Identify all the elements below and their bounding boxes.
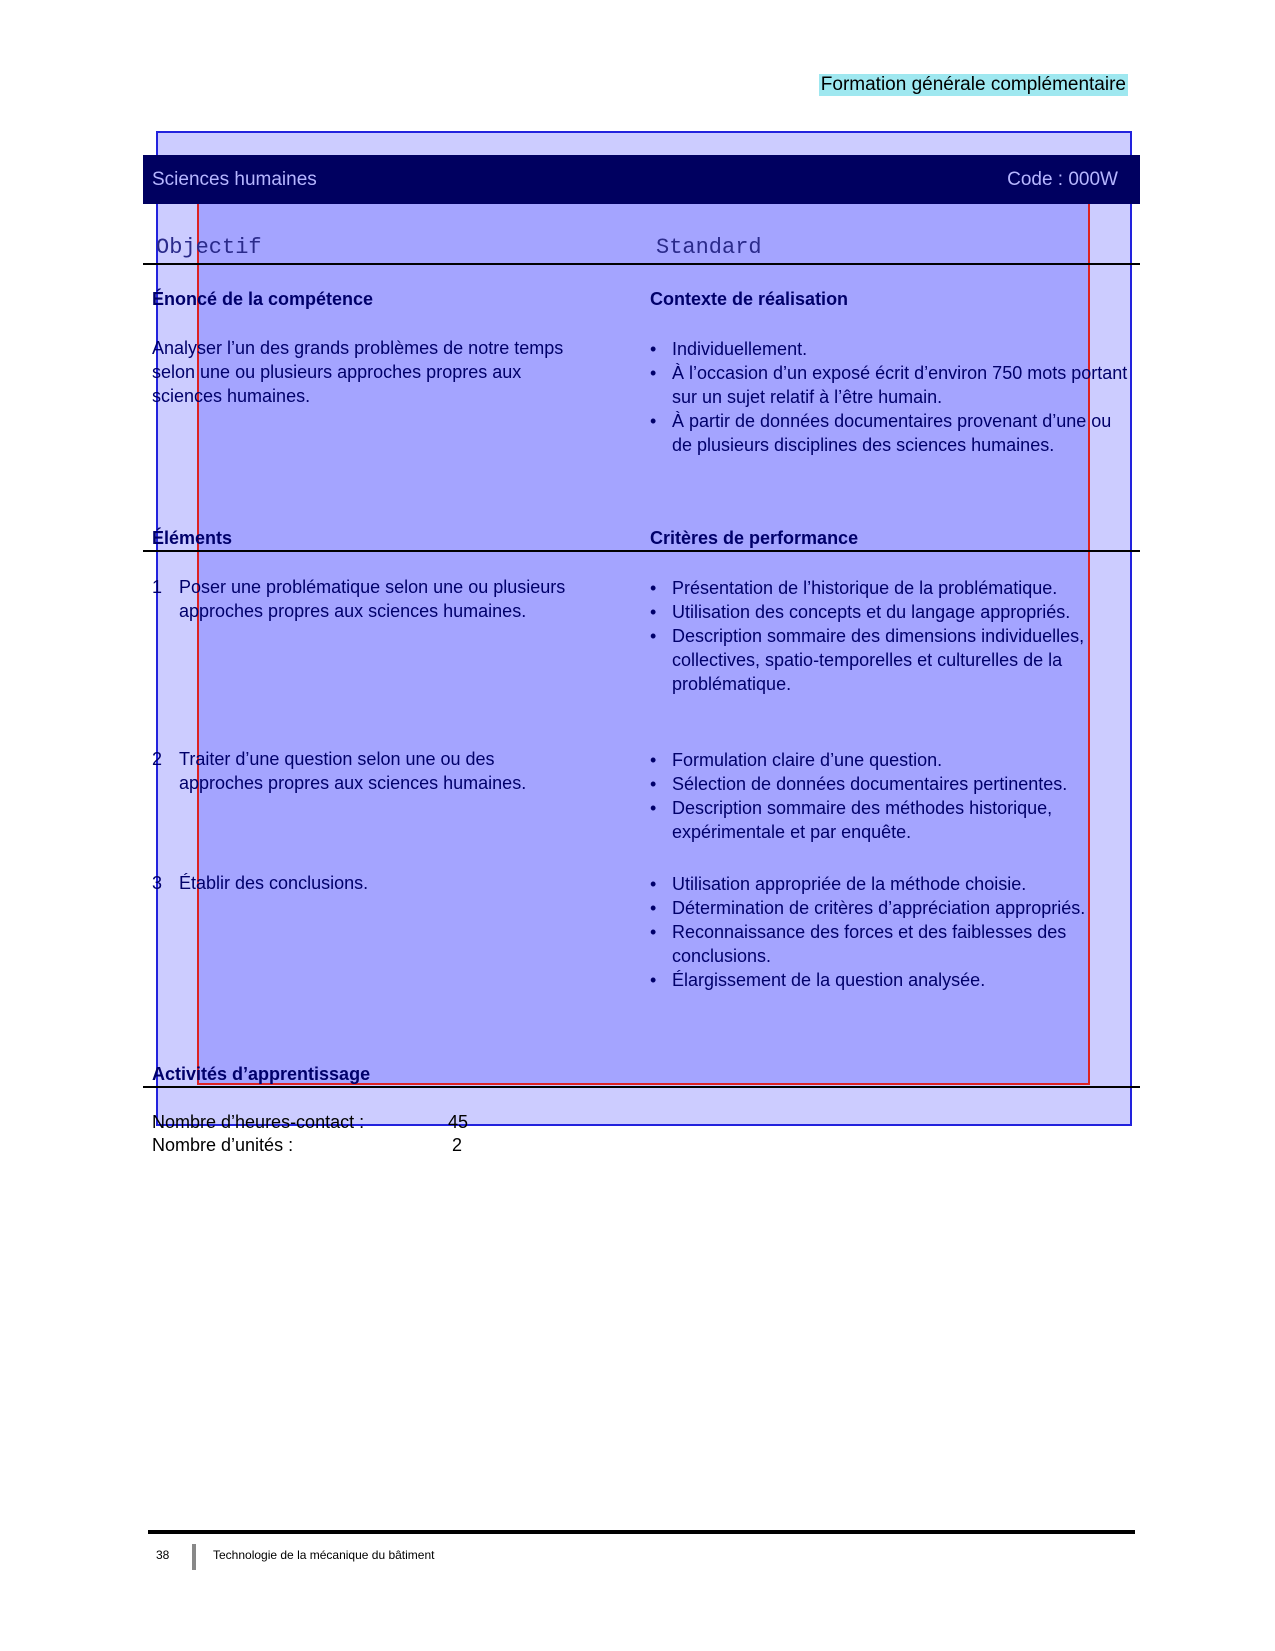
column-heading-standard: Standard bbox=[656, 235, 762, 260]
list-item: • Description sommaire des dimensions individuelles, collectives, spatio-temporelles et culturelles de la problématique. bbox=[650, 624, 1130, 696]
enonce-heading: Énoncé de la compétence bbox=[152, 289, 374, 309]
element-line: Traiter d’une question selon une ou des bbox=[179, 749, 495, 769]
list-item: • Reconnaissance des forces et des faiblesses des conclusions. bbox=[650, 920, 1130, 968]
criteria-list bbox=[650, 576, 1130, 696]
page-number: 38 bbox=[156, 1548, 170, 1562]
footer-rule bbox=[148, 1530, 1135, 1534]
enonce-line: sciences humaines. bbox=[152, 386, 311, 406]
criteria-list bbox=[650, 872, 1130, 992]
list-item: • Description sommaire des méthodes historique, expérimentale et par enquête. bbox=[650, 796, 1130, 844]
activites-rule bbox=[143, 1086, 1140, 1088]
list-item: • À partir de données documentaires provenant d’une ou de plusieurs disciplines des sciences humaines. bbox=[650, 409, 1130, 457]
element-number: 3 bbox=[152, 873, 163, 893]
activites-heading: Activités d’apprentissage bbox=[152, 1064, 371, 1084]
units-label: Nombre d’unités : bbox=[152, 1135, 294, 1155]
course-title: Sciences humaines bbox=[152, 169, 317, 190]
column-heading-rule bbox=[143, 263, 1140, 265]
units-value: 2 bbox=[452, 1135, 463, 1155]
footer-separator bbox=[192, 1544, 196, 1570]
enonce-line: selon une ou plusieurs approches propres aux bbox=[152, 362, 522, 382]
criteres-heading: Critères de performance bbox=[650, 528, 859, 548]
list-item: • Individuellement. bbox=[650, 337, 1130, 361]
list-item: • Formulation claire d’une question. bbox=[650, 748, 1130, 772]
list-item: • Sélection de données documentaires pertinentes. bbox=[650, 772, 1130, 796]
element-line: approches propres aux sciences humaines. bbox=[179, 601, 527, 621]
list-item: • Présentation de l’historique de la problématique. bbox=[650, 576, 1130, 600]
element-line: approches propres aux sciences humaines. bbox=[179, 773, 527, 793]
element-text bbox=[179, 575, 639, 623]
list-item: • Élargissement de la question analysée. bbox=[650, 968, 1130, 992]
list-item: • Utilisation appropriée de la méthode choisie. bbox=[650, 872, 1130, 896]
element-number: 2 bbox=[152, 749, 163, 769]
list-item: • Utilisation des concepts et du langage appropriés. bbox=[650, 600, 1130, 624]
element-text bbox=[179, 747, 639, 795]
running-header: Formation générale complémentaire bbox=[820, 74, 1126, 95]
element-line: Poser une problématique selon une ou plusieurs bbox=[179, 577, 566, 597]
footer-title: Technologie de la mécanique du bâtiment bbox=[213, 1548, 435, 1562]
element-number: 1 bbox=[152, 577, 163, 597]
contact-hours-label: Nombre d’heures-contact : bbox=[152, 1112, 365, 1132]
contexte-heading: Contexte de réalisation bbox=[650, 289, 849, 309]
contact-hours-value: 45 bbox=[448, 1112, 469, 1132]
list-item: • Détermination de critères d’appréciation appropriés. bbox=[650, 896, 1130, 920]
enonce-text bbox=[152, 336, 632, 408]
element-line: Établir des conclusions. bbox=[179, 873, 369, 893]
column-heading-objectif: Objectif bbox=[156, 235, 262, 260]
enonce-line: Analyser l’un des grands problèmes de notre temps bbox=[152, 338, 564, 358]
element-text bbox=[179, 871, 639, 895]
contexte-list bbox=[650, 337, 1130, 457]
list-item: • À l’occasion d’un exposé écrit d’environ 750 mots portant sur un sujet relatif à l’être humain. bbox=[650, 361, 1130, 409]
criteria-list bbox=[650, 748, 1130, 844]
course-code: Code : 000W bbox=[1007, 169, 1118, 190]
elements-heading: Éléments bbox=[152, 528, 233, 548]
elements-rule bbox=[143, 550, 1140, 552]
